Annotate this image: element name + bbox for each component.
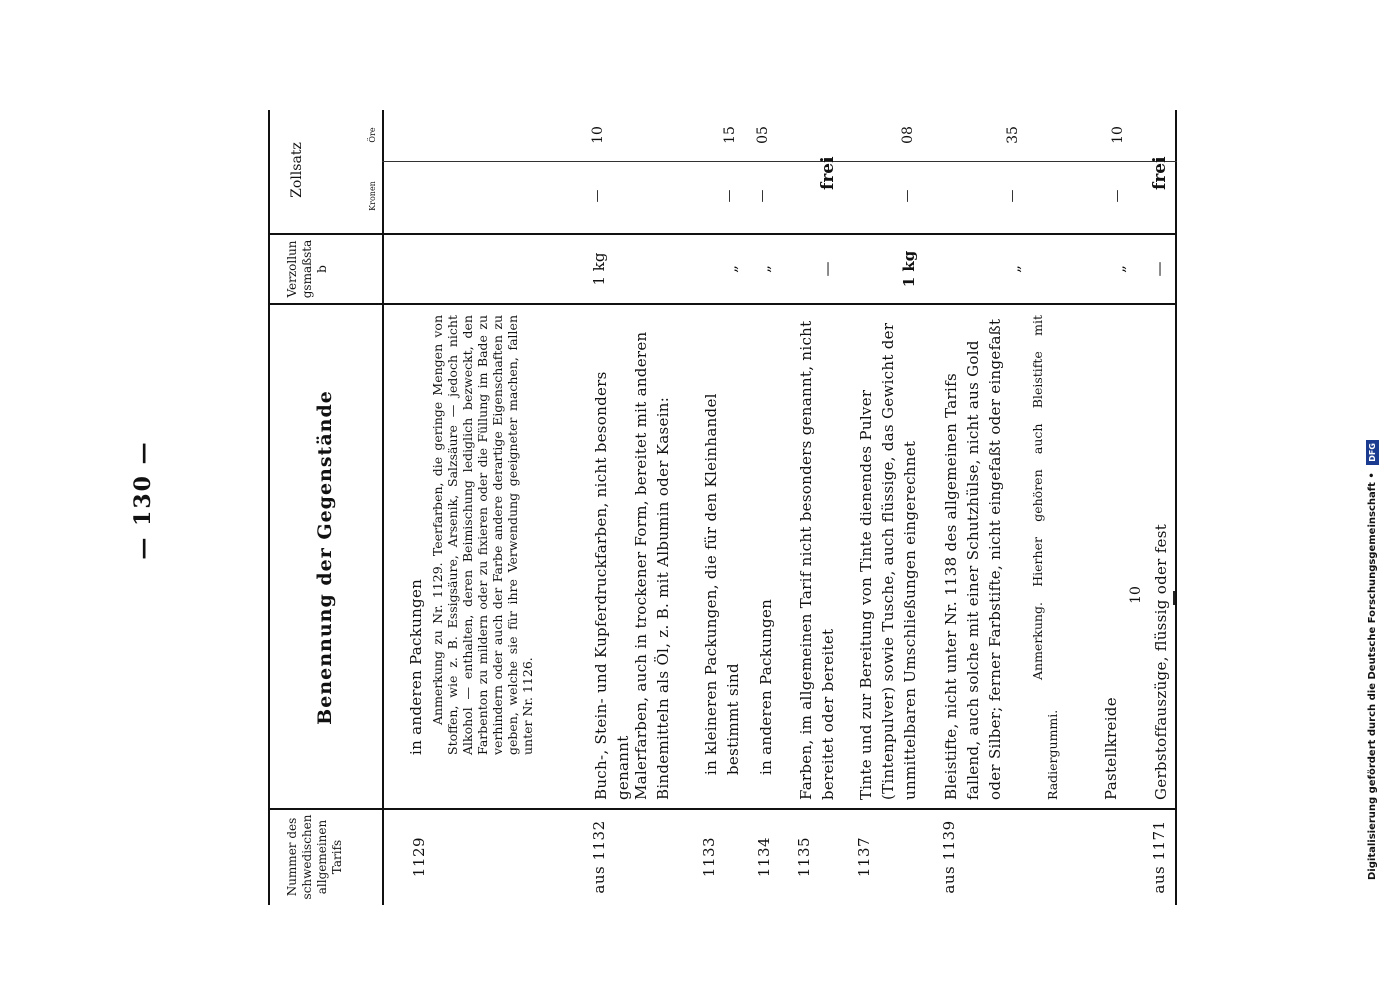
header-kronen: Kronen [368, 181, 377, 211]
row-number: 1135 [795, 836, 813, 878]
row-unit: 1 kg [590, 252, 608, 286]
page-number: — 130 — [130, 440, 156, 560]
row-text: Farben, im allgemeinen Tarif nicht besonders genannt, nicht bereitet oder bereitet [797, 320, 837, 800]
col-divider-2 [268, 304, 1177, 306]
row-unit: 1 kg [900, 250, 918, 288]
row-oere: 08 [900, 126, 916, 144]
sidebar-text: Digitalisierung gefördert durch die Deutsche Forschungsgemeinschaft • [1367, 472, 1378, 880]
row-text: Bleistifte, nicht unter Nr. 1138 des allgemeinen Tarifs fallend, auch solche mit einer Schutzhülse, nicht aus Gold oder Silber; ferner Farbstifte, nicht eingefaßt oder eingefaßt [942, 318, 1004, 800]
row-kronen: — [755, 189, 770, 203]
row-oere: 15 [722, 126, 738, 144]
row-text: Buch-, Stein- und Kupferdruckfarben, nicht besonders genannt [592, 371, 632, 800]
dfg-logo: DFG [1366, 440, 1379, 465]
row-text: in anderen Packungen [407, 578, 425, 755]
col-divider-1 [268, 809, 1177, 811]
row-number: 1134 [755, 836, 773, 878]
row-unit: „ [1110, 265, 1128, 273]
row-kronen: — [590, 189, 605, 203]
row-unit: — [818, 261, 836, 277]
header-bottom-rule [382, 110, 384, 905]
row-text: in kleineren Packungen, die für den Kleinhandel bestimmt sind [702, 393, 742, 775]
row-number: aus 1132 [590, 820, 608, 894]
row-oere: 10 [590, 126, 606, 144]
header-unit: Verzollungsmaßstab [285, 239, 329, 299]
header-number: Nummer des schwedischen allgemeinen Tarifs [285, 814, 344, 900]
row-kronen: — [722, 189, 737, 203]
col-divider-3 [268, 234, 1177, 236]
row-unit: „ [1005, 265, 1023, 273]
row-number: 1129 [410, 836, 428, 878]
row-kronen: — [1005, 189, 1020, 203]
row-text: Tinte und zur Bereitung von Tinte dienendes Pulver (Tintenpulver) sowie Tusche, auch flüssige, das Gewicht der unmittelbaren Umschließungen eingerechnet [857, 322, 919, 800]
row-number: aus 1139 [940, 820, 958, 894]
row-unit: „ [755, 265, 773, 273]
row-number: aus 1171 [1150, 820, 1168, 894]
row-kronen: — [1110, 189, 1125, 203]
row-text: Malerfarben, auch in trockener Form, bereitet mit anderen Bindemitteln als Öl, z. B. mit Albumin oder Kasein: [632, 331, 672, 800]
row-text: Pastellkreide [1102, 697, 1120, 800]
row-unit: — [1150, 261, 1168, 277]
table-bottom-rule [1175, 110, 1177, 905]
row-oere: 35 [1005, 126, 1021, 144]
row-number: 1133 [700, 836, 718, 878]
row-oere: 10 [1128, 586, 1144, 604]
row-number: 1137 [855, 836, 873, 878]
row-text: Gerbstoffauszüge, flüssig oder fest [1152, 523, 1170, 800]
header-description: Benennung der Gegenstände [314, 390, 336, 725]
col-divider-4 [382, 161, 1177, 162]
row-note: Anmerkung zu Nr. 1129. Teerfarben, die geringe Mengen von Stoffen, wie z. B. Essigsäure, Arsenik, Salzsäure — jedoch nicht Alkohol — enthalten, deren Beimischung lediglich bezweckt, den Farbenton zu mildern oder zu fixieren oder die Füllung im Bade zu verhindern oder auch der Farbe andere derartige Eigenschaften zu geben, welche sie für ihre Verwendung geeigneter machen, fallen unter Nr. 1126. [430, 315, 535, 755]
row-oere: 05 [755, 126, 771, 144]
row-kronen: — [900, 189, 915, 203]
kronen-dash [1173, 591, 1175, 605]
table-top-rule [268, 110, 270, 905]
row-text: in anderen Packungen [757, 598, 775, 775]
header-oere: Öre [368, 127, 377, 143]
row-frei: frei [818, 156, 838, 190]
row-unit: „ [722, 265, 740, 273]
row-oere: 10 [1110, 126, 1126, 144]
row-note: Anmerkung. Hierher gehören auch Bleistifte mit Radiergummi. [1030, 315, 1060, 800]
header-rate: Zollsatz [289, 142, 305, 198]
row-frei: frei [1150, 156, 1170, 190]
